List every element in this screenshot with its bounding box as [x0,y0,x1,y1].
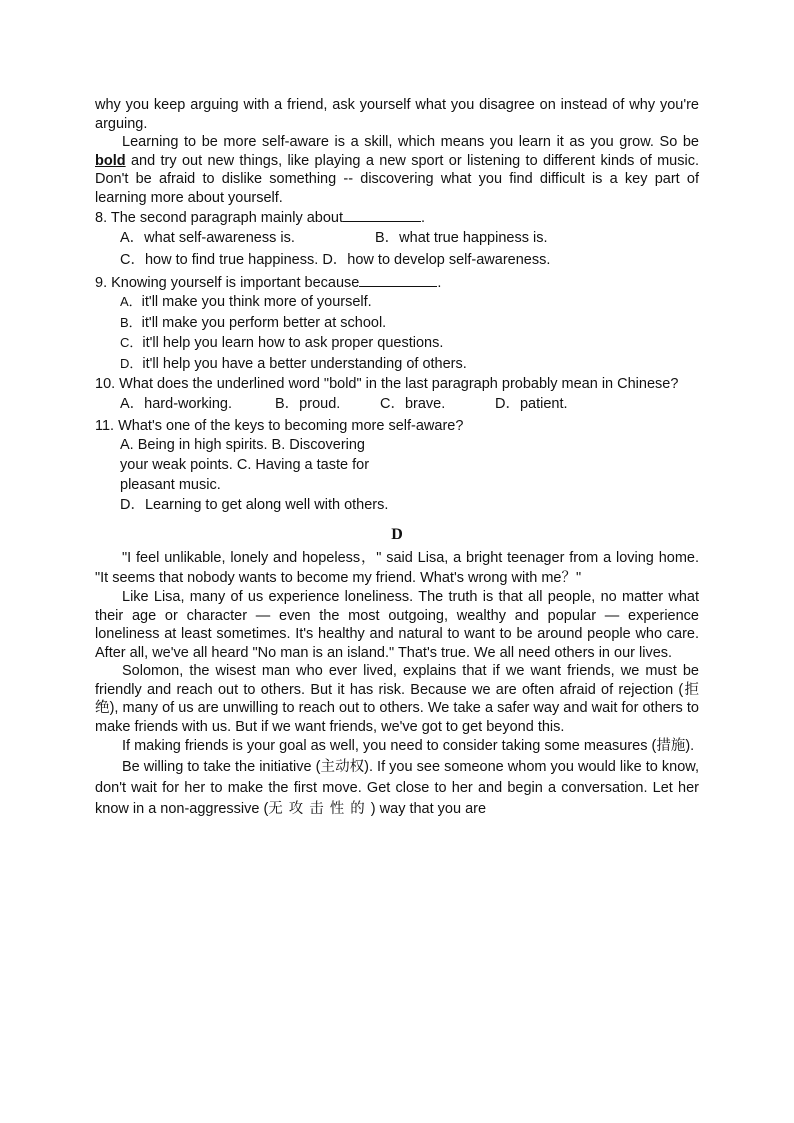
question-10-options [95,394,699,416]
question-9-option-c [95,333,699,354]
chinese-gloss: 无攻击性的 [268,801,371,817]
question-9-option-d [95,354,699,375]
option-text: it'll help you have a better understanding of others. [142,355,467,372]
answer-blank [343,208,421,222]
option-letter: A． [120,294,142,309]
passage-d-paragraph-2: Like Lisa, many of us experience loneliness. The truth is that all people, no matter what their age or character — even the most outgoing, wealthy and popular — experience loneliness at least sometimes. It's healthy and natural to want to be around people who care. After all, we've all heard "No man is an island." That's true. We all need others in our lives. [95,589,699,661]
question-text: 8. The second paragraph mainly about [95,210,344,226]
passage-c-last-paragraph [95,133,699,207]
option-a: A．what self-awareness is. [120,230,295,247]
question-11-option-d: D．Learning to get along well with others. [120,497,389,513]
passage-heading: D [391,525,403,543]
passage-d-paragraph-4: If making friends is your goal as well, you need to consider taking some measures (措施). [122,738,695,754]
option-text: it'll make you think more of yourself. [141,294,372,310]
passage-d-paragraph-5 [95,757,699,820]
option-c: C．how to find true happiness. [120,252,319,269]
option-letter: B． [120,314,142,330]
paragraph-text: and try out new things, like playing a new sport or listening to different kinds of music. Don't be afraid to dislike something -- discovering what you find difficult is a key part of learning more about yourself. [95,152,699,206]
option-b: B．proud. [275,396,341,413]
passage-d-paragraph-1: "I feel unlikable, lonely and hopeless，" said Lisa, a bright teenager from a loving home. "It seems that nobody wants to become my friend. What's wrong with me？" [95,550,699,586]
question-11-options-abc: A. Being in high spirits. B. Discovering your weak points. C. Having a taste for pleasant music. [120,437,370,493]
question-11-stem: 11. What's one of the keys to becoming more self-aware? [95,417,464,434]
question-9-option-a [95,292,699,313]
question-8-options-row-1 [95,228,699,250]
option-d: D．patient. [495,396,568,413]
option-text: it'll help you learn how to ask proper questions. [142,335,444,351]
question-9-stem [95,273,699,293]
underlined-word-bold: bold [95,152,126,169]
option-text: it'll make you perform better at school. [141,314,387,331]
answer-blank [359,273,437,287]
question-end: . [421,210,426,226]
paragraph-text: Learning to be more self-aware is a skill, which means you learn it as you grow. So be [122,134,699,150]
question-9-option-b [95,313,699,334]
paragraph-text: ) way that you are [370,801,487,817]
question-8-options-row-2 [95,250,699,272]
passage-d-paragraph-3: Solomon, the wisest man who ever lived, explains that if we want friends, we must be friendly and reach out to others. But it has risk. Because we are often afraid of rejection (拒绝), many of us are unwilling to reach out to others. We take a safer way and wait for others to make friends with us. But if we want friends, we've got to get beyond this. [95,663,699,735]
option-a: A．hard-working. [120,396,233,413]
passage-c-fragment: why you keep arguing with a friend, ask yourself what you disagree on instead of why you're arguing. [95,97,699,132]
option-letter: D． [120,355,143,371]
option-d: D．how to develop self-awareness. [322,252,551,269]
question-end: . [437,274,442,291]
question-8-stem [95,208,699,228]
paragraph-text: Be willing to take the initiative (主动权). If you see someone whom you would like to know, don't wait for her to make the first move. Get close to her and begin a conversation. Let her know in a non-aggressive ( [95,759,699,817]
document-page [95,96,699,820]
option-b: B．what true happiness is. [375,230,548,247]
option-c: C．brave. [380,396,446,413]
question-text: 9. Knowing yourself is important because [95,274,360,291]
option-letter: C． [120,335,143,350]
question-10-stem: 10. What does the underlined word "bold" in the last paragraph probably mean in Chinese? [95,376,679,392]
